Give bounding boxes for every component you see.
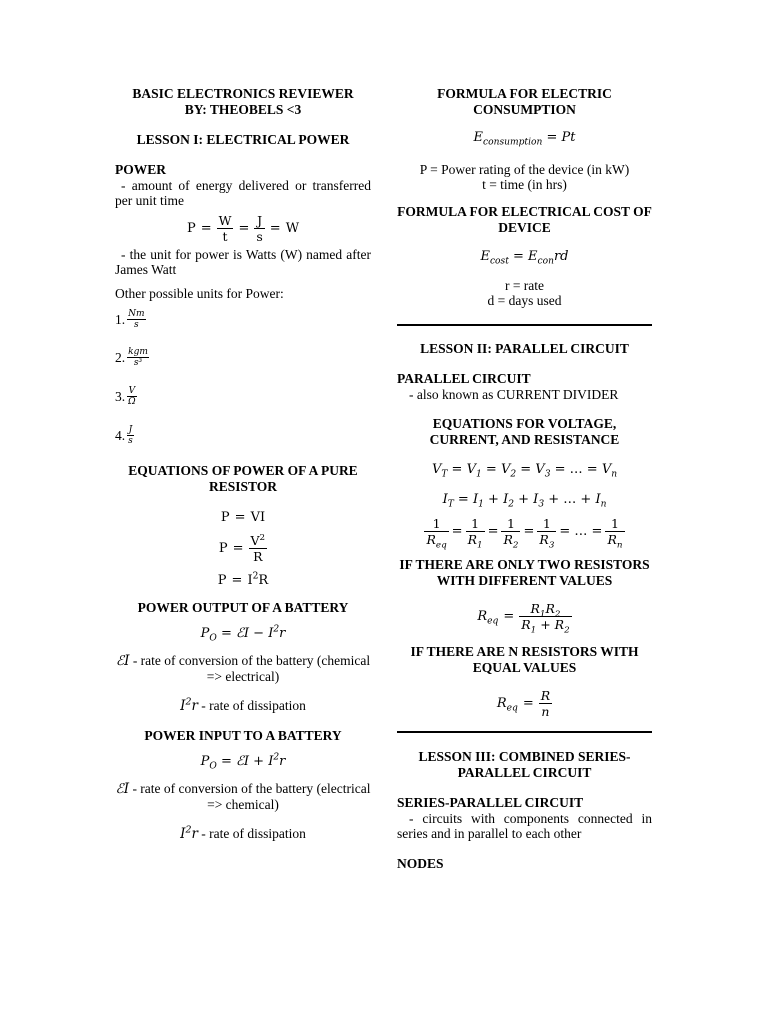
other-units-list xyxy=(115,301,371,455)
battery-input-conversion: ℰI - rate of conversion of the battery (electrical => chemical) xyxy=(115,781,371,812)
nodes-heading: NODES xyxy=(397,856,444,871)
document-title: BASIC ELECTRONICS REVIEWER xyxy=(132,86,354,101)
power-v2r-formula: P = $\frac{V^2}{R}$ xyxy=(218,532,266,564)
battery-input-heading: POWER INPUT TO A BATTERY xyxy=(144,728,342,743)
consumption-formula: $E_{consumption} = Pt$ xyxy=(473,130,576,148)
document-author: BY: THEOBELS <3 xyxy=(184,102,302,117)
parallel-definition: - also known as CURRENT DIVIDER xyxy=(409,387,619,402)
power-heading: POWER xyxy=(115,162,167,177)
two-resistors-heading: IF THERE ARE ONLY TWO RESISTORS WITH DIFFERENT VALUES xyxy=(399,557,650,588)
cost-heading: FORMULA FOR ELECTRICAL COST OF DEVICE xyxy=(397,204,652,235)
pure-resistor-heading: EQUATIONS OF POWER OF A PURE RESISTOR xyxy=(128,463,358,494)
battery-output-heading: POWER OUTPUT OF A BATTERY xyxy=(137,600,349,615)
voltage-equation: $V_T = V_1 = V_2 = V_3$ = … = $V_n$ xyxy=(431,462,618,480)
two-resistors-formula: $R_{eq}$ = $\frac{R_1R_2}{R_1 + R_2}$ xyxy=(477,601,570,636)
consumption-heading: FORMULA FOR ELECTRIC CONSUMPTION xyxy=(437,86,612,117)
power-unit-note: - the unit for power is Watts (W) named after James Watt xyxy=(115,247,371,277)
left-column xyxy=(115,86,371,842)
section-divider xyxy=(397,324,652,326)
section-divider xyxy=(397,731,652,733)
battery-output-dissipation: $I^2r$ - rate of dissipation xyxy=(180,696,306,714)
battery-output-formula: $P_O$ = ℰI − $I^2r$ xyxy=(200,624,286,644)
n-resistors-formula: $R_{eq}$ = $\frac{R}{n}$ xyxy=(496,688,551,719)
n-resistors-heading: IF THERE ARE N RESISTORS WITH EQUAL VALUES xyxy=(410,644,639,675)
current-equation: $I_T = I_1 + I_2 + I_3$ + … + $I_n$ xyxy=(442,492,607,510)
rate-def: r = rate xyxy=(504,278,545,293)
time-def: t = time (in hrs) xyxy=(482,177,567,192)
unit-item: 2. kgm s³ xyxy=(115,347,148,368)
resistance-equation: $\frac{1}{R_{eq}}$ = $\frac{1}{R_1}$ = $\frac{1}{R_2}$ = $\frac{1}{R_3}$ = … = $\frac{1}{R_n}$ xyxy=(426,516,623,551)
days-def: d = days used xyxy=(487,293,562,308)
power-i2r-formula: P = $I^2R$ xyxy=(217,571,269,588)
unit-item: 3. V Ω xyxy=(115,386,136,407)
unit-item: 4. J s xyxy=(115,425,133,446)
equations-heading: EQUATIONS FOR VOLTAGE, CURRENT, AND RESISTANCE xyxy=(429,416,620,447)
battery-input-dissipation: $I^2r$ - rate of dissipation xyxy=(180,824,306,842)
power-rating-def: P = Power rating of the device (in kW) xyxy=(419,162,630,177)
power-vi-formula: P = VI xyxy=(220,509,266,525)
power-formula: P = $\frac{W}{t}$ = $\frac{J}{s}$ = W xyxy=(186,213,300,244)
parallel-heading: PARALLEL CIRCUIT xyxy=(397,371,531,386)
right-column xyxy=(397,86,652,872)
series-parallel-definition: - circuits with components connected in series and in parallel to each other xyxy=(397,811,652,841)
series-parallel-heading: SERIES-PARALLEL CIRCUIT xyxy=(397,795,584,810)
lesson1-title: LESSON I: ELECTRICAL POWER xyxy=(136,132,350,147)
cost-formula: $E_{cost} = E_{con}rd$ xyxy=(480,249,569,267)
battery-input-formula: $P_O$ = ℰI + $I^2r$ xyxy=(200,752,286,772)
power-definition: - amount of energy delivered or transferred per unit time xyxy=(115,178,371,208)
lesson2-title: LESSON II: PARALLEL CIRCUIT xyxy=(420,341,629,356)
other-units-label: Other possible units for Power: xyxy=(115,286,284,301)
battery-output-conversion: ℰI - rate of conversion of the battery (chemical => electrical) xyxy=(115,653,371,684)
unit-item: 1. Nm s xyxy=(115,309,145,330)
lesson3-title: LESSON III: COMBINED SERIES-PARALLEL CIRCUIT xyxy=(418,749,631,780)
